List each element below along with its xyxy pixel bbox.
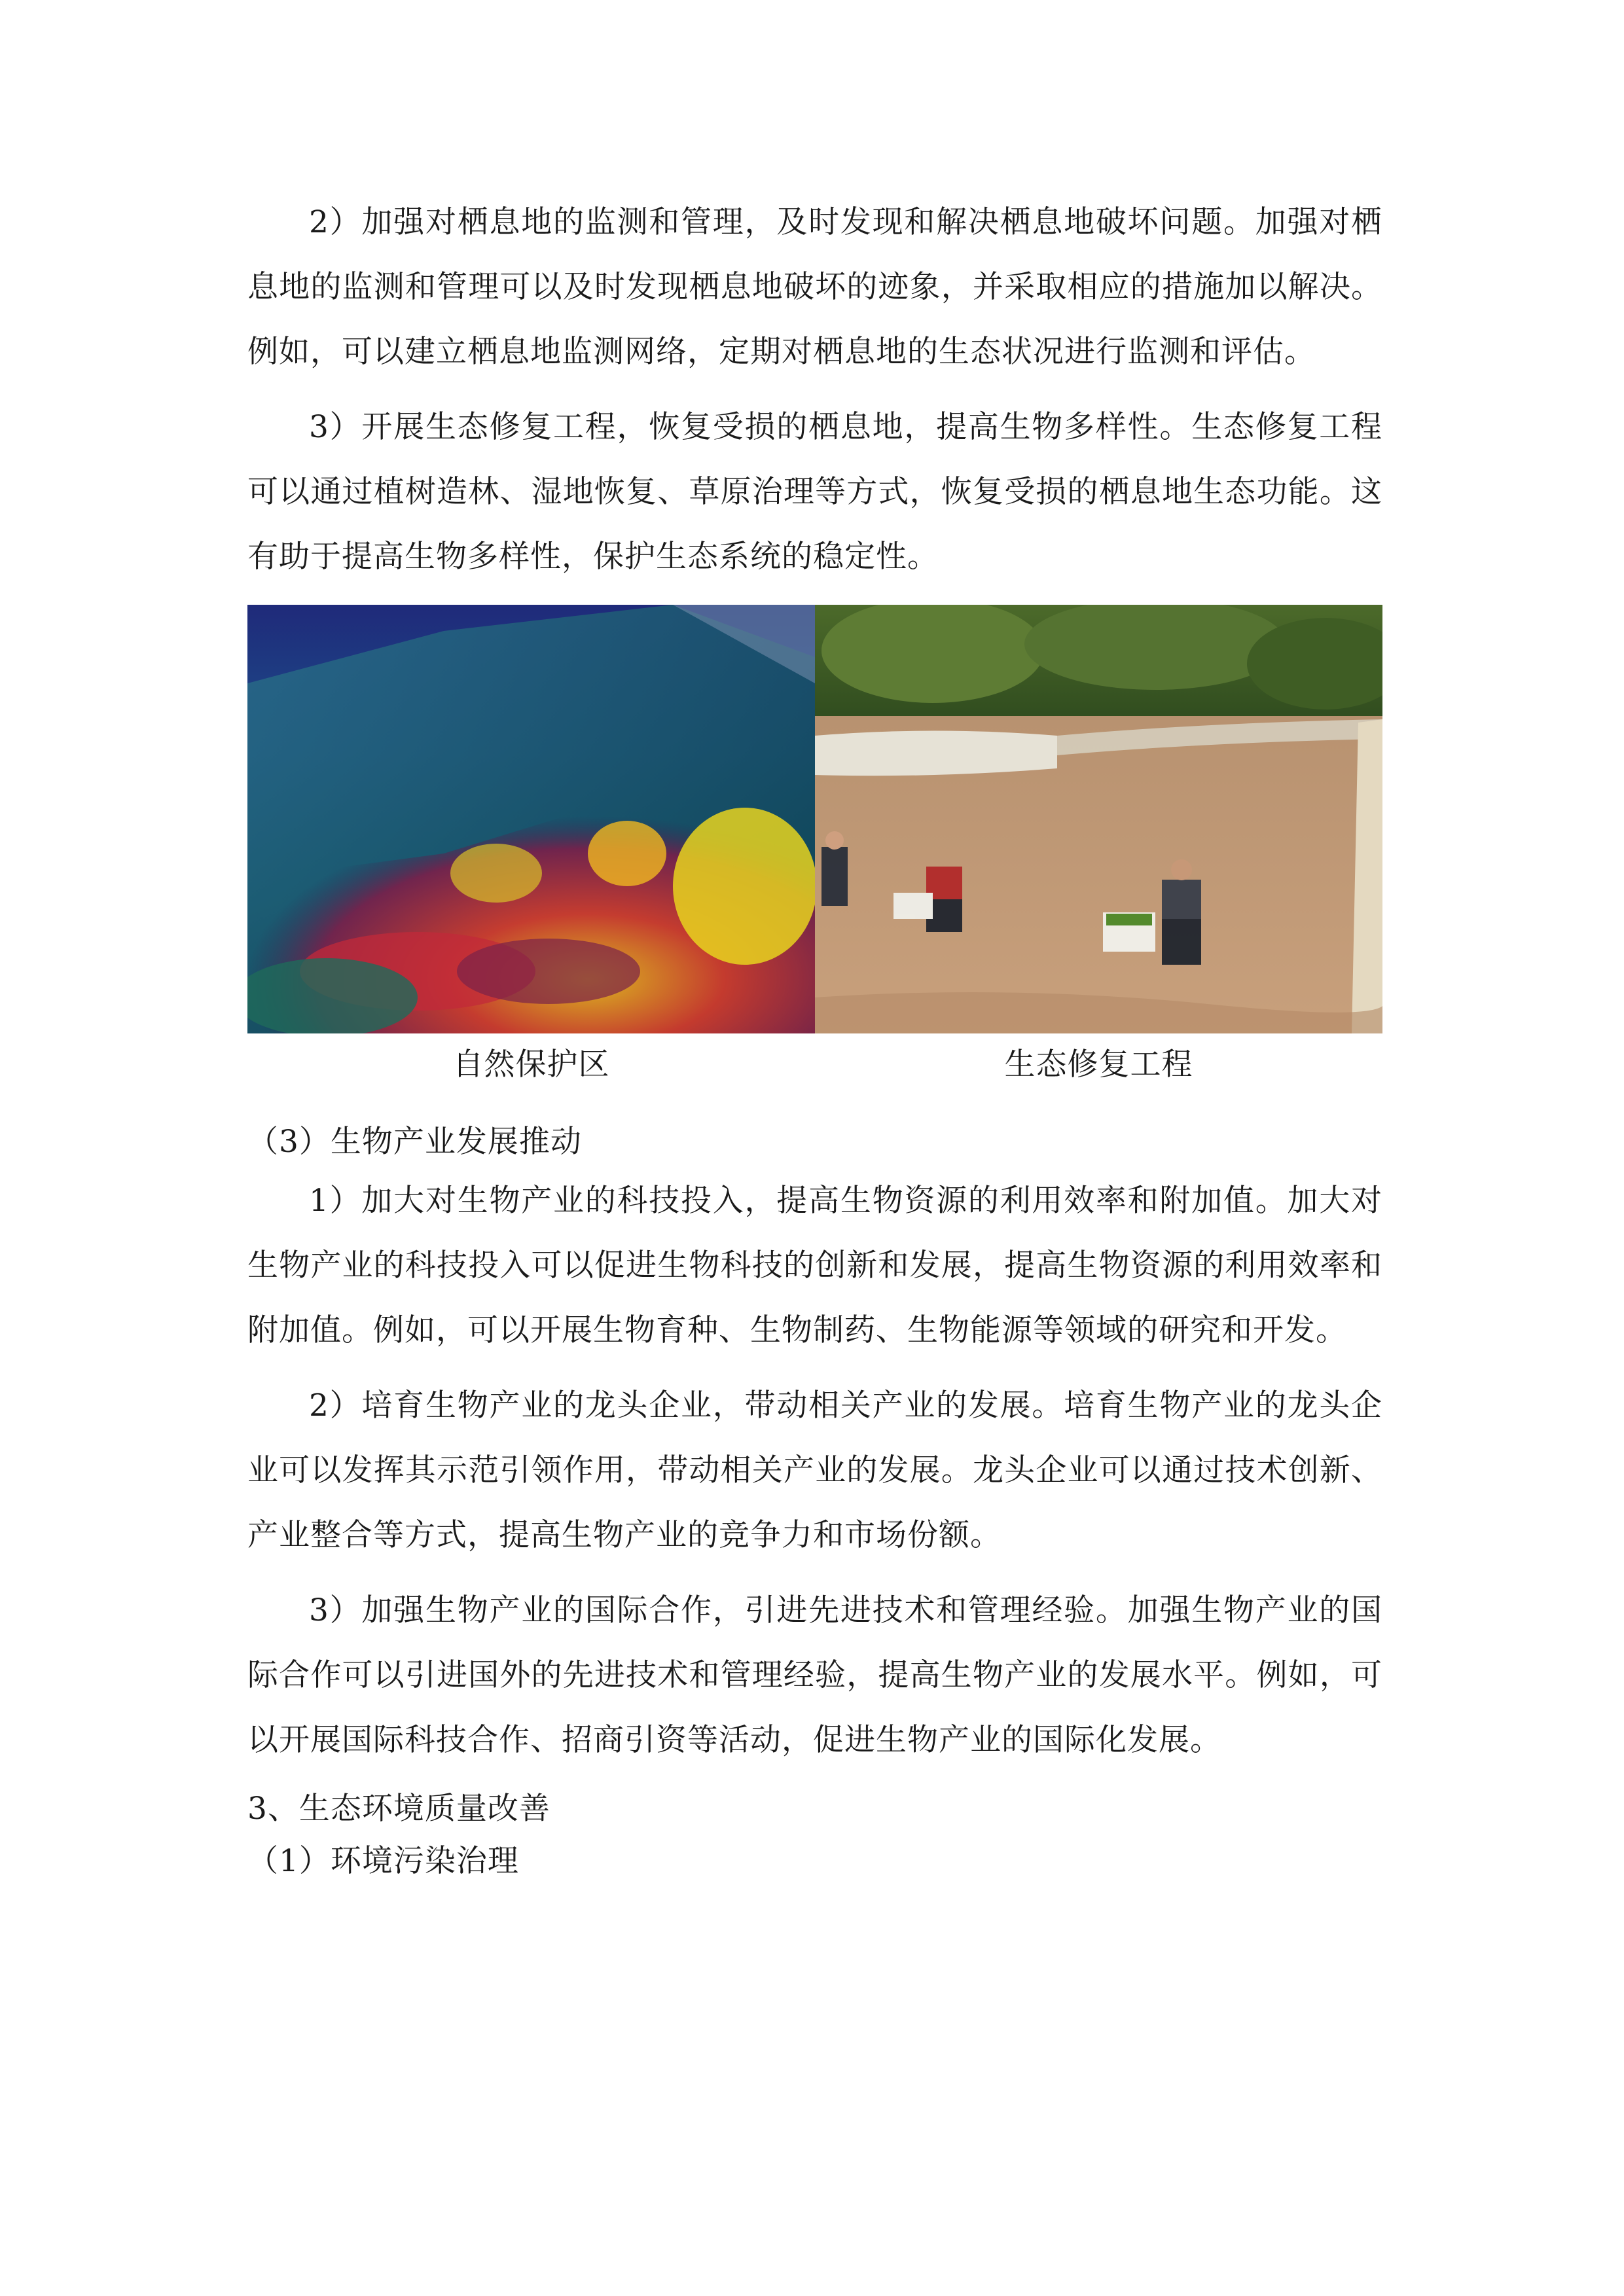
paragraph-ecological-restoration: 3）开展生态修复工程，恢复受损的栖息地，提高生物多样性。生态修复工程可以通过植树造林、湿地恢复、草原治理等方式，恢复受损的栖息地生态功能。这有助于提高生物多样性，保护生态系统的稳定性。 bbox=[247, 409, 1382, 575]
page-content bbox=[247, 190, 1382, 1888]
figure-row bbox=[247, 605, 1382, 1096]
paragraph-habitat-monitoring: 2）加强对栖息地的监测和管理，及时发现和解决栖息地破坏问题。加强对栖息地的监测和管理可以及时发现栖息地破坏的迹象，并采取相应的措施加以解决。例如，可以建立栖息地监测网络，定期对栖息地的生态状况进行监测和评估。 bbox=[247, 204, 1382, 370]
figure-caption: 生态修复工程 bbox=[1004, 1047, 1193, 1083]
paragraph-international-cooperation: 3）加强生物产业的国际合作，引进先进技术和管理经验。加强生物产业的国际合作可以引进国外的先进技术和管理经验，提高生物产业的发展水平。例如，可以开展国际科技合作、招商引资等活动，促进生物产业的国际化发展。 bbox=[247, 1592, 1382, 1758]
nature-reserve-photo bbox=[247, 605, 815, 1033]
restoration-project-photo bbox=[815, 605, 1382, 1033]
section-heading-biotech: （3）生物产业发展推动 bbox=[247, 1124, 582, 1160]
subsection-heading-pollution: （1）环境污染治理 bbox=[247, 1843, 519, 1879]
section-heading-environment: 3、生态环境质量改善 bbox=[247, 1791, 550, 1827]
paragraph-leading-enterprises: 2）培育生物产业的龙头企业，带动相关产业的发展。培育生物产业的龙头企业可以发挥其示范引领作用，带动相关产业的发展。龙头企业可以通过技术创新、产业整合等方式，提高生物产业的竞争力和市场份额。 bbox=[247, 1388, 1382, 1553]
paragraph-biotech-investment: 1）加大对生物产业的科技投入，提高生物资源的利用效率和附加值。加大对生物产业的科技投入可以促进生物科技的创新和发展，提高生物资源的利用效率和附加值。例如，可以开展生物育种、生物制药、生物能源等领域的研究和开发。 bbox=[247, 1183, 1382, 1348]
figure-nature-reserve bbox=[247, 605, 815, 1096]
figure-ecological-restoration bbox=[815, 605, 1382, 1096]
figure-caption: 自然保护区 bbox=[452, 1047, 610, 1083]
